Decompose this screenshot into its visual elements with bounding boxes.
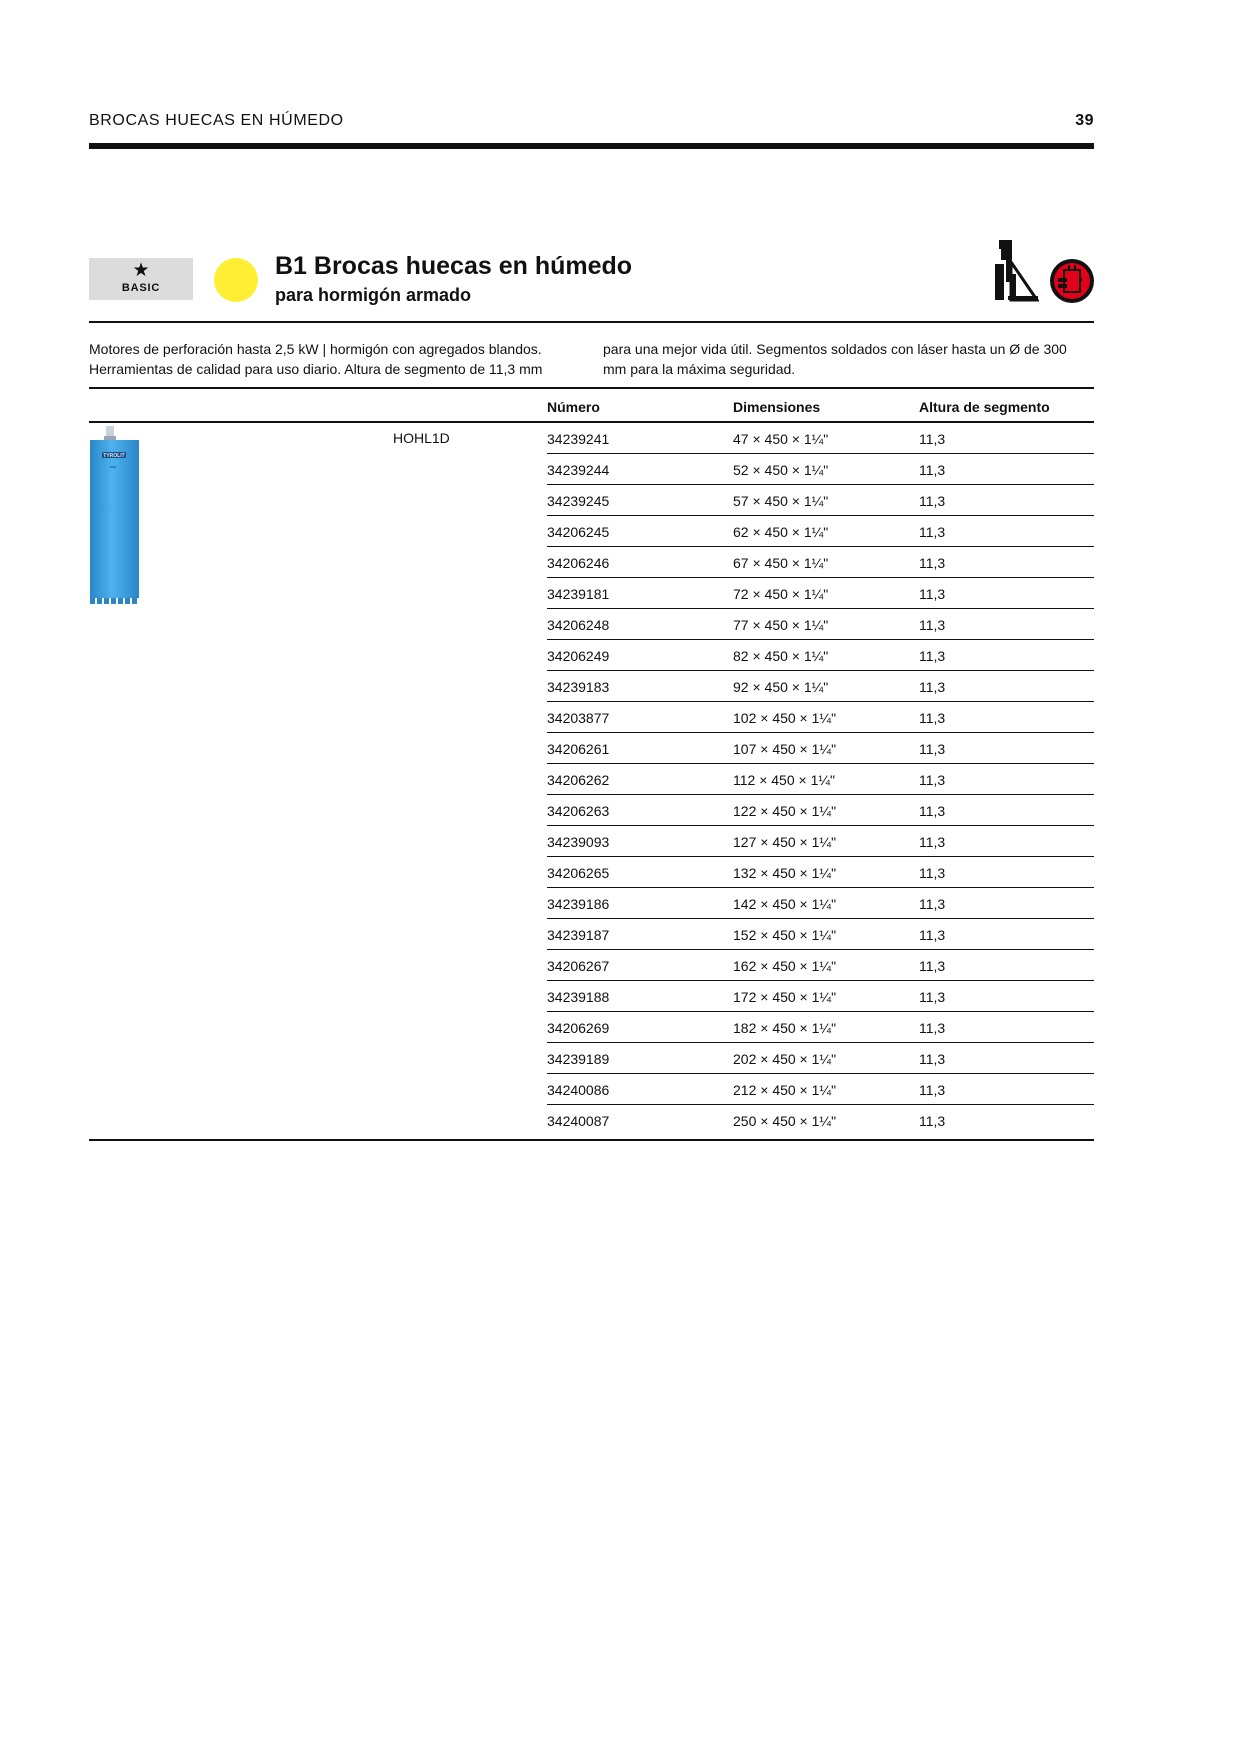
page-number: 39 [1075, 112, 1094, 129]
dimensions-cell: 52 × 450 × 1¼" [733, 462, 829, 478]
dimensions-cell: 202 × 450 × 1¼" [733, 1051, 837, 1067]
article-number-cell: 34239183 [547, 679, 610, 695]
table-row [547, 577, 1094, 609]
article-number-cell: 34239244 [547, 462, 610, 478]
title-rule [89, 321, 1094, 323]
table-row [547, 732, 1094, 764]
table-row [547, 949, 1094, 981]
description-left: Motores de perforación hasta 2,5 kW | hormigón con agregados blandos. Herramientas de calidad para uso diario. Altura de segmento de 11,3 mm [89, 341, 543, 377]
dimensions-cell: 132 × 450 × 1¼" [733, 865, 837, 881]
dimensions-cell: 142 × 450 × 1¼" [733, 896, 837, 912]
dimensions-cell: 62 × 450 × 1¼" [733, 524, 829, 540]
product-type-label: HOHL1D [393, 430, 450, 446]
table-row [547, 825, 1094, 857]
dimensions-cell: 162 × 450 × 1¼" [733, 958, 837, 974]
dimensions-cell: 172 × 450 × 1¼" [733, 989, 837, 1005]
article-number-cell: 34239241 [547, 431, 610, 447]
segment-height-cell: 11,3 [919, 741, 946, 757]
segment-height-cell: 11,3 [919, 803, 946, 819]
table-row [547, 980, 1094, 1012]
core-drill-bit-image [88, 426, 140, 608]
table-row [547, 1011, 1094, 1043]
segment-height-cell: 11,3 [919, 772, 946, 788]
dimensions-cell: 77 × 450 × 1¼" [733, 617, 829, 633]
article-number-cell: 34239181 [547, 586, 610, 602]
dimensions-cell: 47 × 450 × 1¼" [733, 431, 829, 447]
star-icon: ★ [132, 260, 150, 281]
dimensions-cell: 182 × 450 × 1¼" [733, 1020, 837, 1036]
table-row [547, 1073, 1094, 1105]
segment-height-cell: 11,3 [919, 1113, 946, 1129]
wet-drilling-red-icon [1049, 258, 1095, 304]
segment-height-cell: 11,3 [919, 1020, 946, 1036]
article-number-cell: 34206248 [547, 617, 610, 633]
segment-height-cell: 11,3 [919, 648, 946, 664]
table-row [547, 670, 1094, 702]
dimensions-cell: 72 × 450 × 1¼" [733, 586, 829, 602]
section-title: BROCAS HUECAS EN HÚMEDO [89, 112, 344, 129]
table-row [547, 453, 1094, 485]
dimensions-cell: 92 × 450 × 1¼" [733, 679, 829, 695]
product-title: B1 Brocas huecas en húmedo [275, 252, 633, 280]
drill-logo: TYROLIT [103, 453, 125, 459]
table-row [547, 794, 1094, 826]
table-row [547, 701, 1094, 733]
product-subtitle: para hormigón armado [275, 285, 472, 305]
segment-height-cell: 11,3 [919, 524, 946, 540]
article-number-cell: 34239187 [547, 927, 610, 943]
dimensions-cell: 122 × 450 × 1¼" [733, 803, 837, 819]
table-row [547, 515, 1094, 547]
table-row [547, 546, 1094, 578]
segment-height-cell: 11,3 [919, 927, 946, 943]
segment-height-cell: 11,3 [919, 617, 946, 633]
segment-height-cell: 11,3 [919, 896, 946, 912]
table-row [547, 422, 1094, 454]
dimensions-cell: 67 × 450 × 1¼" [733, 555, 829, 571]
table-row [547, 1042, 1094, 1074]
article-number-cell: 34239186 [547, 896, 610, 912]
article-number-cell: 34239245 [547, 493, 610, 509]
dimensions-cell: 57 × 450 × 1¼" [733, 493, 829, 509]
article-number-cell: 34206246 [547, 555, 610, 571]
article-number-cell: 34203877 [547, 710, 610, 726]
column-header-number: Número [547, 399, 600, 415]
article-number-cell: 34206267 [547, 958, 610, 974]
segment-height-cell: 11,3 [919, 462, 946, 478]
article-number-cell: 34240086 [547, 1082, 610, 1098]
article-number-cell: 34206263 [547, 803, 610, 819]
segment-height-cell: 11,3 [919, 865, 946, 881]
segment-height-cell: 11,3 [919, 1051, 946, 1067]
table-row [547, 484, 1094, 516]
segment-height-cell: 11,3 [919, 958, 946, 974]
segment-height-cell: 11,3 [919, 431, 946, 447]
article-number-cell: 34206261 [547, 741, 610, 757]
dimensions-cell: 250 × 450 × 1¼" [733, 1113, 837, 1129]
table-top-rule [89, 387, 1094, 389]
core-drill-rig-icon [993, 238, 1039, 304]
description-right: para una mejor vida útil. Segmentos soldados con láser hasta un Ø de 300 mm para la máxima seguridad. [603, 341, 1067, 377]
dimensions-cell: 212 × 450 × 1¼" [733, 1082, 837, 1098]
article-number-cell: 34240087 [547, 1113, 610, 1129]
dimensions-cell: 152 × 450 × 1¼" [733, 927, 837, 943]
segment-height-cell: 11,3 [919, 1082, 946, 1098]
table-bottom-rule [89, 1139, 1094, 1141]
table-row [547, 887, 1094, 919]
article-number-cell: 34206265 [547, 865, 610, 881]
segment-height-cell: 11,3 [919, 710, 946, 726]
table-row [547, 918, 1094, 950]
article-number-cell: 34239189 [547, 1051, 610, 1067]
segment-height-cell: 11,3 [919, 989, 946, 1005]
badge-label: BASIC [121, 282, 161, 294]
column-header-segment-height: Altura de segmento [919, 399, 1050, 415]
table-row [547, 639, 1094, 671]
dimensions-cell: 107 × 450 × 1¼" [733, 741, 837, 757]
table-row [547, 763, 1094, 795]
segment-height-cell: 11,3 [919, 493, 946, 509]
header-rule [89, 143, 1094, 149]
article-number-cell: 34206249 [547, 648, 610, 664]
yellow-dot-icon [214, 258, 258, 302]
segment-height-cell: 11,3 [919, 586, 946, 602]
table-row [547, 856, 1094, 888]
table-row [547, 1104, 1094, 1135]
article-number-cell: 34206262 [547, 772, 610, 788]
dimensions-cell: 102 × 450 × 1¼" [733, 710, 837, 726]
segment-height-cell: 11,3 [919, 555, 946, 571]
table-row [547, 608, 1094, 640]
dimensions-cell: 127 × 450 × 1¼" [733, 834, 837, 850]
article-number-cell: 34239093 [547, 834, 610, 850]
article-number-cell: 34239188 [547, 989, 610, 1005]
article-number-cell: 34206269 [547, 1020, 610, 1036]
basic-badge [89, 258, 193, 300]
dimensions-cell: 82 × 450 × 1¼" [733, 648, 829, 664]
column-header-dimensions: Dimensiones [733, 399, 821, 415]
dimensions-cell: 112 × 450 × 1¼" [733, 772, 836, 788]
segment-height-cell: 11,3 [919, 834, 946, 850]
segment-height-cell: 11,3 [919, 679, 946, 695]
article-number-cell: 34206245 [547, 524, 610, 540]
